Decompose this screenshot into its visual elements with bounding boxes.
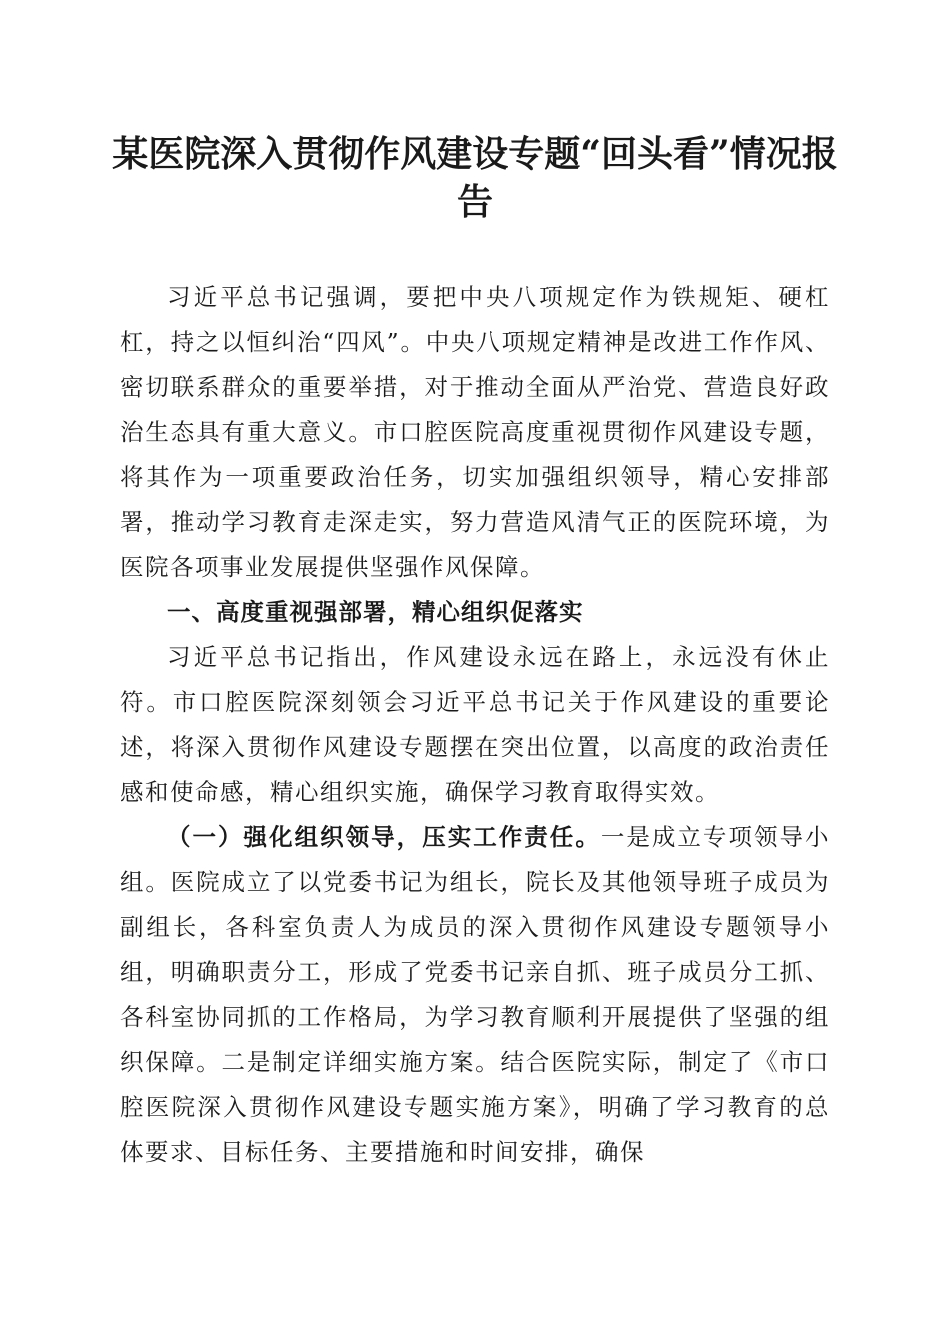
intro-paragraph: 习近平总书记强调，要把中央八项规定作为铁规矩、硬杠杠，持之以恒纠治“四风”。中央八项规定精神是改进工作作风、密切联系群众的重要举措，对于推动全面从严治党、营造良好政治生态具有重大意义。市口腔医院高度重视贯彻作风建设专题，将其作为一项重要政治任务，切实加强组织领导，精心安排部署，推动学习教育走深走实，努力营造风清气正的医院环境，为医院各项事业发展提供坚强作风保障。 xyxy=(120,283,830,581)
subsection-1-lead: （一）强化组织领导，压实工作责任。 xyxy=(167,823,601,851)
section-1-paragraph: 习近平总书记指出，作风建设永远在路上，永远没有休止符。市口腔医院深刻领会习近平总书记关于作风建设的重要论述，将深入贯彻作风建设专题摆在突出位置，以高度的政治责任感和使命感，精心组织实施，确保学习教育取得实效。 xyxy=(120,643,830,806)
document-title: 某医院深入贯彻作风建设专题“回头看”情况报告 xyxy=(112,133,838,223)
section-heading-1: 一、高度重视强部署，精心组织促落实 xyxy=(167,598,584,626)
document-body xyxy=(120,275,830,1175)
subsection-1-paragraph xyxy=(120,815,830,1175)
subsection-1-body: 一是成立专项领导小组。医院成立了以党委书记为组长，院长及其他领导班子成员为副组长，各科室负责人为成员的深入贯彻作风建设专题领导小组，明确职责分工，形成了党委书记亲自抓、班子成员分工抓、各科室协同抓的工作格局，为学习教育顺利开展提供了坚强的组织保障。二是制定详细实施方案。结合医院实际，制定了《市口腔医院深入贯彻作风建设专题实施方案》，明确了学习教育的总体要求、目标任务、主要措施和时间安排，确保 xyxy=(120,823,831,1166)
